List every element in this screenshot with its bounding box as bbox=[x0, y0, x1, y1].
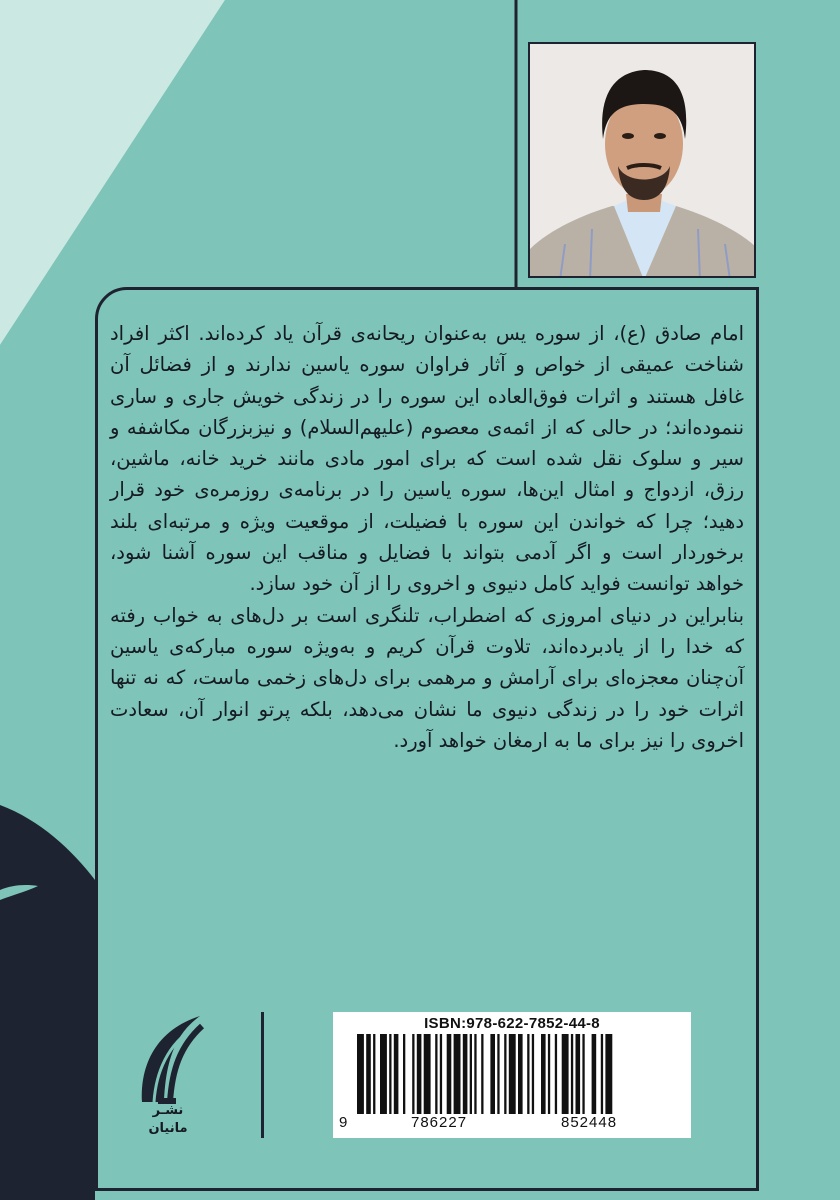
barcode-bar bbox=[497, 1034, 499, 1114]
barcode-bar bbox=[571, 1034, 573, 1114]
barcode-bar bbox=[403, 1034, 405, 1114]
barcode-digits-right: 852448 bbox=[561, 1114, 618, 1131]
barcode-bar bbox=[562, 1034, 569, 1114]
barcode-bar bbox=[576, 1034, 581, 1114]
author-portrait-icon bbox=[530, 44, 756, 278]
barcode-bar bbox=[518, 1034, 523, 1114]
barcode-bar bbox=[357, 1034, 364, 1114]
barcode-bar bbox=[527, 1034, 529, 1114]
publisher-name-line2: مانیان bbox=[148, 1121, 188, 1136]
barcode-bar bbox=[592, 1034, 597, 1114]
barcode-bar bbox=[424, 1034, 431, 1114]
publisher-name-line1: نشـر bbox=[152, 1103, 184, 1118]
barcode-bar bbox=[373, 1034, 375, 1114]
barcode-bar bbox=[380, 1034, 387, 1114]
barcode-bar bbox=[435, 1034, 437, 1114]
barcode-bar bbox=[481, 1034, 483, 1114]
barcode-bar bbox=[417, 1034, 422, 1114]
barcode-bar bbox=[447, 1034, 452, 1114]
barcode-digits-left: 786227 bbox=[411, 1114, 468, 1131]
barcode-bar bbox=[366, 1034, 371, 1114]
barcode-bar bbox=[601, 1034, 603, 1114]
barcode-digit-lead: 9 bbox=[339, 1114, 349, 1131]
barcode-bar bbox=[582, 1034, 584, 1114]
barcode-bar bbox=[504, 1034, 506, 1114]
barcode-bar bbox=[555, 1034, 557, 1114]
barcode-bar bbox=[412, 1034, 414, 1114]
barcode-bar bbox=[532, 1034, 534, 1114]
divider bbox=[261, 1012, 264, 1138]
barcode-bar bbox=[490, 1034, 495, 1114]
barcode-bar bbox=[389, 1034, 391, 1114]
barcode-bar bbox=[463, 1034, 468, 1114]
barcode-bar bbox=[474, 1034, 476, 1114]
isbn-barcode bbox=[333, 1012, 691, 1138]
barcode-bars bbox=[357, 1034, 677, 1114]
barcode-bar bbox=[454, 1034, 461, 1114]
paragraph-1: امام صادق (ع)، از سوره یس به‌عنوان ریحانه‌ی قرآن یاد کرده‌اند. اکثر افراد شناخت عمیقی از خواص و آثار فراوان سوره یاسین ندارند و از فضائل آن غافل هستند و اثرات فوق‌العاده این سوره را در زندگی خویش جاری و ساری ننموده‌اند؛ در حالی که از ائمه‌ی معصوم (علیهم‌السلام) و نیزبزرگان مکاشفه و سیر و سلوک نقل شده است که برای امور مادی مانند خرید خانه، ماشین، رزق، ازدواج و امثال این‌ها، سوره یاسین را در برنامه‌ی روزمره‌ی خود قرار دهید؛ چرا که خواندن این سوره با فضیلت، از موقعیت ویژه و مرتبه‌ای بلند برخوردار است و اگر آدمی بتواند با فضایل و مناقب این سوره آشنا شود، خواهد توانست فواید کامل دنیوی و اخروی را از آن خود سازد. bbox=[110, 322, 744, 596]
barcode-bar bbox=[470, 1034, 472, 1114]
barcode-bar bbox=[394, 1034, 399, 1114]
paragraph-2: بنابراین در دنیای امروزی که اضطراب، تلنگری است بر دل‌های به خواب رفته که خدا را از یادبرده‌اند، تلاوت قرآن کریم و به‌ویژه سوره مبارکه‌ی یاسین آن‌چنان معجزه‌ای برای آرامش و مرهمی برای دل‌های زخمی ماست، که نه تنها اثرات خود را در زندگی دنیوی ما نشان می‌دهد، بلکه پرتو انوار آن، سعادت اخروی را نیز برای ما به ارمغان خواهد آورد. bbox=[110, 603, 744, 752]
isbn-label: ISBN:978-622-7852-44-8 bbox=[424, 1015, 600, 1032]
author-photo bbox=[528, 42, 756, 278]
barcode-bar bbox=[440, 1034, 442, 1114]
barcode-bar bbox=[509, 1034, 516, 1114]
back-cover-text bbox=[110, 318, 744, 756]
barcode-bar bbox=[548, 1034, 550, 1114]
barcode-bar bbox=[541, 1034, 546, 1114]
barcode-bar bbox=[605, 1034, 612, 1114]
